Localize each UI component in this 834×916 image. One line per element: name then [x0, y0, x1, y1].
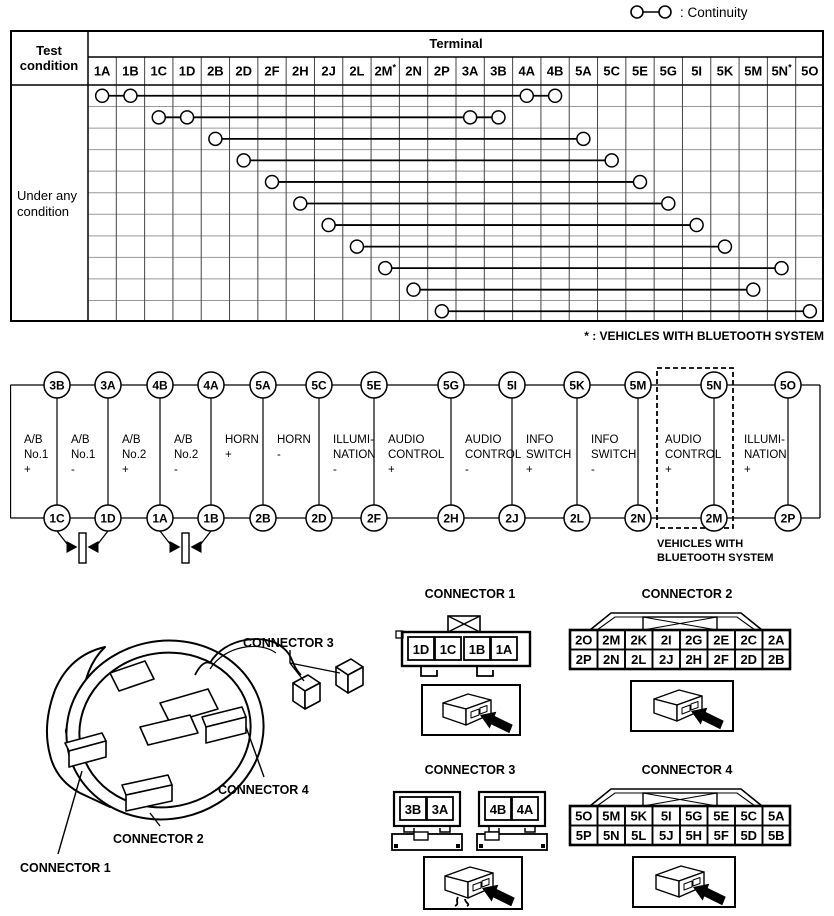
conn2-cell-2M: 2M: [602, 632, 621, 648]
pair-label-4B: A/B: [122, 434, 141, 446]
terminal-col-3A: 3A: [461, 63, 479, 79]
arrow-icon: [482, 885, 515, 906]
conn4-cell-5I: 5I: [660, 808, 672, 824]
conn4-cell-5J: 5J: [659, 828, 674, 843]
condition-label: Under any condition: [17, 187, 77, 219]
plug-icon-wired: [425, 858, 521, 908]
pair-label-5O: +: [744, 464, 751, 476]
terminal-col-5A: 5A: [575, 63, 592, 79]
pair-label-3A: A/B: [71, 434, 90, 446]
terminal-col-2F: 2F: [264, 63, 280, 79]
arrow-icon: [693, 884, 726, 905]
conn2-cell-2D: 2D: [740, 652, 758, 667]
terminal-circle-2H: 2H: [443, 511, 459, 526]
connector4-pinout: [565, 780, 809, 856]
continuity-circle: [803, 305, 816, 318]
conn2-cell-2N: 2N: [602, 652, 620, 667]
connector1-pinout: [395, 606, 545, 684]
terminal-col-2N: 2N: [405, 63, 422, 79]
conn4-cell-5D: 5D: [740, 828, 758, 843]
bluetooth-caption: VEHICLES WITH: [657, 538, 744, 550]
pair-label-3A: No.1: [71, 449, 96, 461]
plug-icon: [634, 858, 734, 906]
conn4-cell-5O: 5O: [575, 808, 593, 824]
terminal-col-5N: 5N*: [771, 62, 792, 79]
connector4-orientation-box: [632, 856, 736, 908]
continuity-circle: [549, 89, 562, 102]
terminal-col-5C: 5C: [603, 63, 621, 79]
conn4-cell-5K: 5K: [630, 808, 648, 824]
terminal-col-5K: 5K: [716, 63, 734, 79]
terminal-col-5O: 5O: [801, 63, 819, 79]
terminal-col-2L: 2L: [349, 63, 365, 79]
continuity-circle: [266, 175, 279, 188]
pair-label-5A: HORN: [225, 434, 259, 446]
pair-label-5N: AUDIO: [665, 434, 702, 446]
terminal-col-2B: 2B: [207, 63, 224, 79]
plug-icon: [423, 686, 519, 734]
terminal-circle-3B: 3B: [49, 378, 65, 393]
pair-label-3B: No.1: [24, 449, 49, 461]
terminal-col-5G: 5G: [659, 63, 677, 79]
terminal-circle-3A: 3A: [100, 378, 116, 393]
conn4-cell-5H: 5H: [685, 828, 703, 843]
pair-label-5M: INFO: [591, 434, 619, 446]
continuity-grid: [10, 30, 824, 322]
conn4-cell-5A: 5A: [767, 808, 785, 824]
pair-label-4A: -: [174, 464, 178, 476]
pair-label-5K: +: [526, 464, 533, 476]
terminal-col-2J: 2J: [321, 63, 336, 79]
conn4-cell-5G: 5G: [685, 808, 703, 824]
pair-label-5E: -: [333, 464, 337, 476]
pair-label-4B: +: [122, 464, 129, 476]
continuity-circle: [577, 132, 590, 145]
conn1-cell-1A: 1A: [495, 642, 513, 657]
continuity-circle: [96, 89, 109, 102]
bluetooth-footnote: * : VEHICLES WITH BLUETOOTH SYSTEM: [584, 329, 824, 343]
terminal-header: Terminal: [429, 36, 483, 51]
continuity-table: [10, 30, 824, 322]
squib-bar-icon: [79, 533, 86, 563]
pair-label-5E: NATION: [333, 449, 376, 461]
pair-label-5K: INFO: [526, 434, 554, 446]
pair-label-4A: No.2: [174, 449, 199, 461]
conn2-cell-2C: 2C: [740, 632, 758, 648]
pair-label-4A: A/B: [174, 434, 193, 446]
terminal-circle-4B: 4B: [152, 378, 168, 393]
continuity-circle: [747, 283, 760, 296]
continuity-circle: [464, 111, 477, 124]
squib-arrow-icon: [191, 541, 202, 553]
continuity-circle: [662, 197, 675, 210]
connector2-pinout: [565, 604, 809, 680]
pair-label-5I: -: [465, 464, 469, 476]
conn1-cell-1B: 1B: [468, 642, 486, 657]
continuity-circle: [690, 219, 703, 232]
pair-label-5I: AUDIO: [465, 434, 502, 446]
connector1-orientation-box: [421, 684, 521, 736]
pair-label-5N: CONTROL: [665, 449, 722, 461]
arrow-icon: [480, 712, 513, 733]
terminal-circle-1D: 1D: [100, 511, 116, 526]
pair-label-5M: SWITCH: [591, 449, 637, 461]
terminal-diagram: [10, 355, 824, 570]
pair-label-5O: ILLUMI-: [744, 434, 785, 446]
callout-connector-1: CONNECTOR 1: [20, 861, 111, 875]
connector3-orientation-box: [423, 856, 523, 910]
squib-arrow-icon: [67, 541, 78, 553]
conn2-cell-2P: 2P: [575, 652, 592, 667]
connector2-orientation-box: [630, 680, 734, 732]
continuity-circle: [718, 240, 731, 253]
conn2-cell-2L: 2L: [631, 652, 647, 667]
conn4-cell-5M: 5M: [602, 808, 621, 824]
conn3-cell-3A: 3A: [431, 802, 449, 817]
conn4-cell-5C: 5C: [740, 808, 758, 824]
terminal-col-5M: 5M: [744, 63, 763, 79]
squib-bar-icon: [182, 533, 189, 563]
conn1-cell-1D: 1D: [412, 642, 430, 657]
pair-label-5I: CONTROL: [465, 449, 522, 461]
pair-label-5G: AUDIO: [388, 434, 425, 446]
pair-label-5G: CONTROL: [388, 449, 445, 461]
terminal-col-5E: 5E: [632, 63, 648, 79]
pair-label-5N: +: [665, 464, 672, 476]
pair-label-5M: -: [591, 464, 595, 476]
pair-label-5E: ILLUMI-: [333, 434, 374, 446]
conn2-cell-2I: 2I: [660, 632, 672, 648]
terminal-circle-4A: 4A: [203, 378, 219, 393]
pair-label-5A: +: [225, 449, 232, 461]
terminal-col-5I: 5I: [691, 63, 703, 79]
continuity-circle: [209, 132, 222, 145]
terminal-circle-2F: 2F: [366, 511, 382, 526]
conn3-cell-4A: 4A: [516, 802, 534, 817]
terminal-col-1A: 1A: [93, 63, 111, 79]
terminal-circle-5C: 5C: [311, 378, 327, 393]
squib-arrow-icon: [88, 541, 99, 553]
pair-label-3B: +: [24, 464, 31, 476]
conn2-cell-2E: 2E: [713, 632, 730, 648]
test-condition-header: Test condition: [19, 42, 79, 73]
conn4-cell-5P: 5P: [575, 828, 592, 843]
callout-connector-2: CONNECTOR 2: [113, 832, 204, 846]
conn2-cell-2B: 2B: [767, 652, 785, 667]
pair-label-3A: -: [71, 464, 75, 476]
callout-connector-3: CONNECTOR 3: [243, 636, 334, 650]
conn2-cell-2F: 2F: [713, 652, 729, 667]
pair-label-5C: HORN: [277, 434, 311, 446]
conn3-cell-4B: 4B: [489, 802, 507, 817]
continuity-circle: [350, 240, 363, 253]
continuity-circle: [775, 262, 788, 275]
pair-label-5O: NATION: [744, 449, 787, 461]
conn2-cell-2A: 2A: [767, 632, 785, 648]
pair-label-4B: No.2: [122, 449, 147, 461]
conn4-cell-5B: 5B: [767, 828, 785, 843]
continuity-symbol-icon: [628, 4, 674, 20]
terminal-circle-5K: 5K: [569, 378, 585, 393]
conn4-cell-5N: 5N: [602, 828, 620, 843]
conn2-cell-2G: 2G: [685, 632, 703, 648]
continuity-circle: [435, 305, 448, 318]
terminal-circle-2P: 2P: [780, 511, 796, 526]
callout-connector-4: CONNECTOR 4: [218, 783, 309, 797]
pair-label-5K: SWITCH: [526, 449, 572, 461]
terminal-circle-2J: 2J: [505, 511, 519, 526]
terminal-circle-5M: 5M: [629, 378, 647, 393]
terminal-col-1D: 1D: [178, 63, 196, 79]
continuity-circle: [322, 219, 335, 232]
terminal-col-4A: 4A: [518, 63, 536, 79]
conn2-cell-2J: 2J: [659, 652, 674, 667]
terminal-circle-5E: 5E: [366, 378, 382, 393]
terminal-col-1B: 1B: [122, 63, 139, 79]
arrow-icon: [691, 708, 724, 729]
conn1-cell-1C: 1C: [439, 642, 457, 657]
conn2-cell-2K: 2K: [630, 632, 648, 648]
continuity-circle: [605, 154, 618, 167]
conn3-cell-3B: 3B: [404, 802, 422, 817]
continuity-circle: [379, 262, 392, 275]
terminal-col-4B: 4B: [546, 63, 564, 79]
terminal-circle-2D: 2D: [311, 511, 327, 526]
terminal-circle-5I: 5I: [506, 378, 518, 393]
continuity-circle: [634, 175, 647, 188]
continuity-circle: [294, 197, 307, 210]
terminal-circle-2M: 2M: [705, 511, 723, 526]
terminal-circle-1C: 1C: [49, 511, 65, 526]
continuity-circle: [152, 111, 165, 124]
continuity-circle: [407, 283, 420, 296]
connector3-title: CONNECTOR 3: [424, 763, 516, 777]
terminal-circle-2N: 2N: [630, 511, 646, 526]
terminal-circle-5N: 5N: [706, 378, 722, 393]
conn4-cell-5L: 5L: [631, 828, 647, 843]
terminal-circle-5O: 5O: [779, 378, 797, 393]
terminal-col-3B: 3B: [490, 63, 507, 79]
legend-label: : Continuity: [680, 4, 748, 20]
terminal-circle-2B: 2B: [255, 511, 271, 526]
conn4-cell-5F: 5F: [713, 828, 729, 843]
pair-label-5G: +: [388, 464, 395, 476]
connector2-title: CONNECTOR 2: [641, 587, 733, 601]
terminal-circle-5G: 5G: [442, 378, 460, 393]
continuity-circle: [520, 89, 533, 102]
continuity-legend: [628, 4, 748, 20]
connector3-pinout: [390, 788, 550, 852]
conn4-cell-5E: 5E: [713, 808, 730, 824]
continuity-circle: [492, 111, 505, 124]
terminal-col-2D: 2D: [235, 63, 253, 79]
connector1-title: CONNECTOR 1: [424, 587, 516, 601]
continuity-circle: [237, 154, 250, 167]
pair-label-3B: A/B: [24, 434, 43, 446]
conn2-cell-2H: 2H: [685, 652, 703, 667]
conn2-cell-2O: 2O: [575, 632, 593, 648]
connector4-title: CONNECTOR 4: [641, 763, 733, 777]
terminal-circle-1A: 1A: [152, 511, 168, 526]
terminal-col-2H: 2H: [291, 63, 309, 79]
continuity-circle: [124, 89, 137, 102]
terminal-circle-1B: 1B: [203, 511, 219, 526]
terminal-circle-5A: 5A: [255, 378, 271, 393]
continuity-circle: [181, 111, 194, 124]
terminal-col-2P: 2P: [433, 63, 450, 79]
bluetooth-caption: BLUETOOTH SYSTEM: [657, 552, 774, 564]
squib-arrow-icon: [170, 541, 181, 553]
terminal-col-2M: 2M*: [374, 62, 397, 79]
terminal-col-1C: 1C: [150, 63, 168, 79]
plug-icon: [632, 682, 732, 730]
pair-label-5C: -: [277, 449, 281, 461]
terminal-circle-2L: 2L: [569, 511, 585, 526]
